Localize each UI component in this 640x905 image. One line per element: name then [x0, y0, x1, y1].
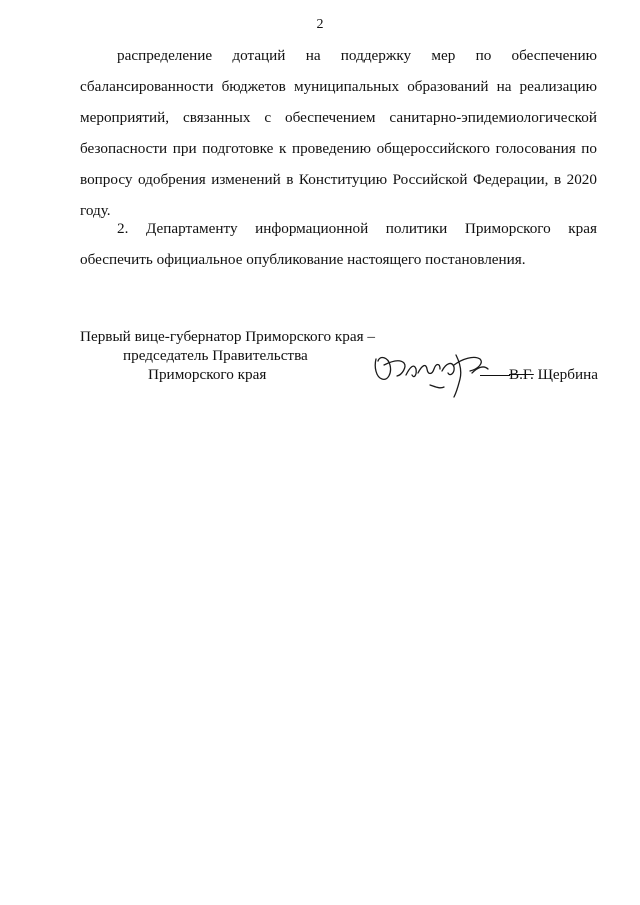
handwritten-signature-icon — [370, 345, 500, 401]
signatory-title-line-2: председатель Правительства — [123, 347, 308, 364]
paragraph-item-2 — [80, 213, 597, 275]
paragraph-continuation — [80, 40, 597, 226]
signature-dash — [480, 375, 510, 376]
signatory-title-line-3: Приморского края — [148, 366, 267, 383]
signatory-initials: В.Г. — [509, 366, 534, 383]
paragraph-text: распределение дотаций на поддержку мер по обеспечению сбалансированности бюджетов муниципальных образований на реализацию мероприятий, связанных с обеспечением санитарно-эпидемиологической безопасности при подготовке к проведению общероссийского голосования по вопросу одобрения изменений в Конституцию Российской Федерации, в 2020 году. — [80, 47, 597, 219]
signatory-name — [509, 365, 598, 384]
signature-block — [80, 327, 600, 397]
signatory-surname: Щербина — [537, 366, 598, 383]
page-number: 2 — [316, 17, 324, 32]
paragraph-text: 2. Департаменту информационной политики Приморского края обеспечить официальное опубликование настоящего постановления. — [80, 220, 597, 268]
signatory-title-line-1: Первый вице-губернатор Приморского края – — [80, 328, 375, 345]
